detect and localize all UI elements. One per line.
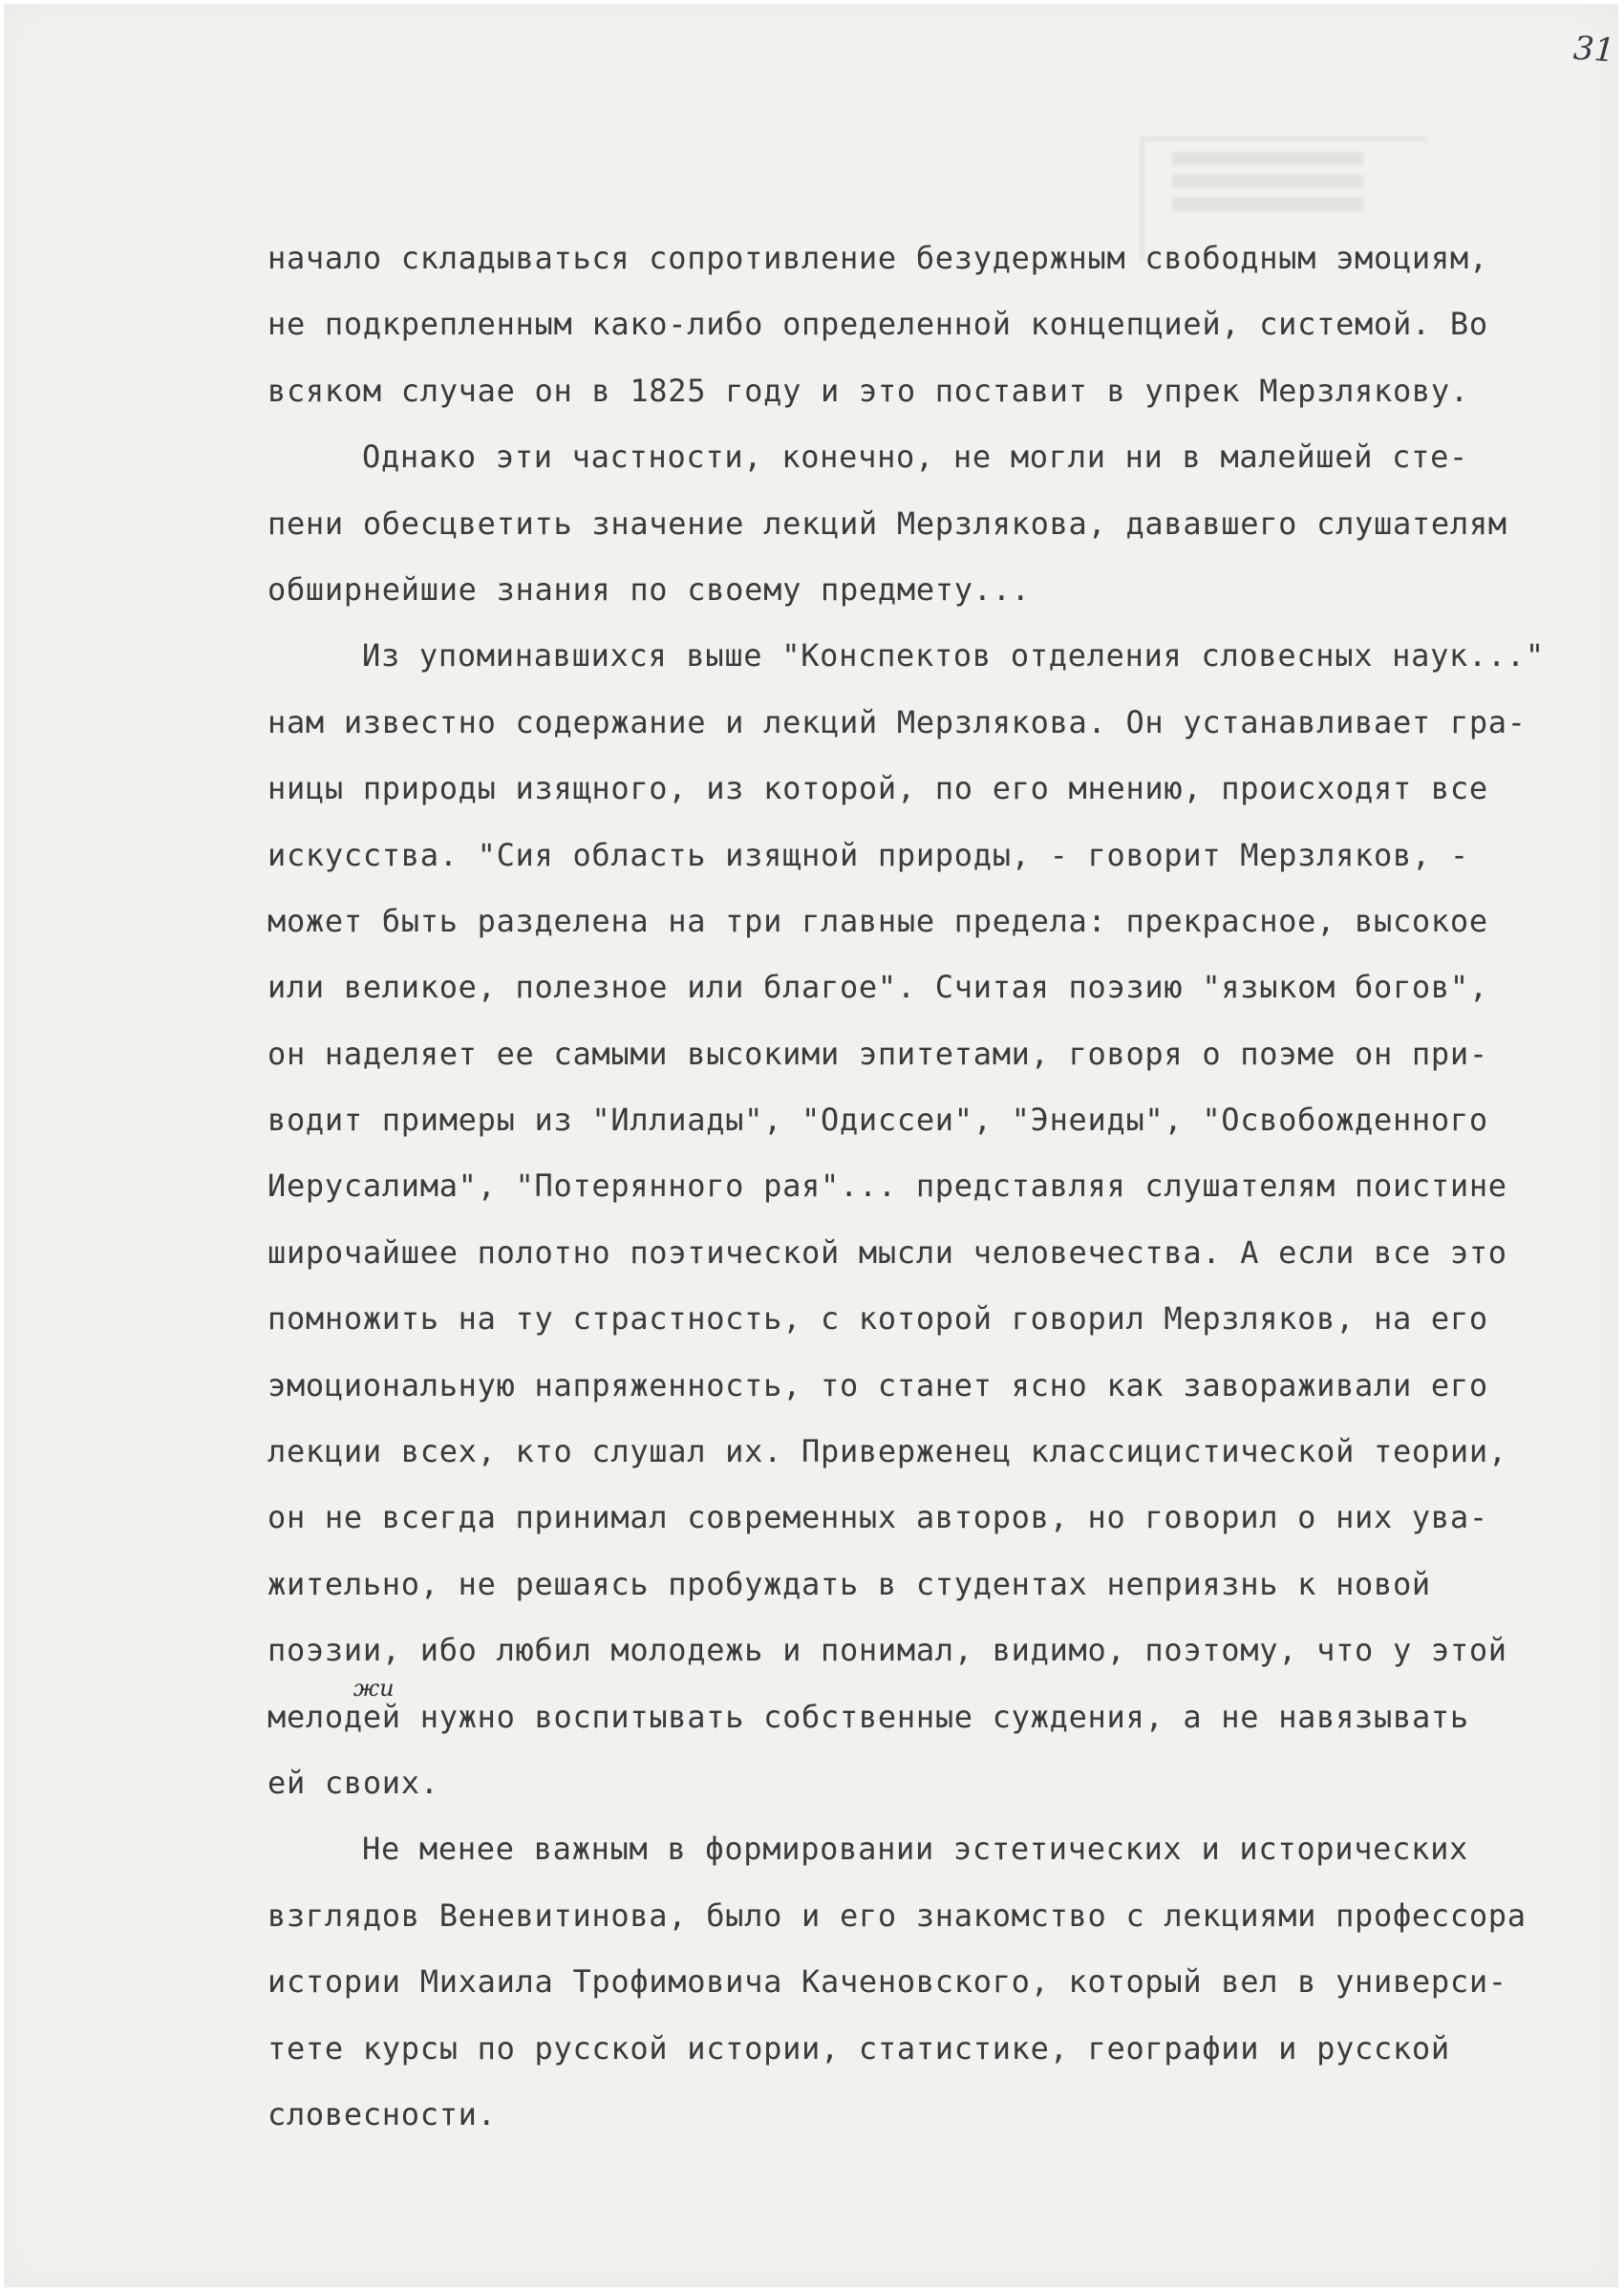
text-fragment: мело xyxy=(267,1698,344,1735)
text-line: эмоциональную напряженность, то станет ясно как завораживали его xyxy=(267,1366,1488,1403)
page-number: 31 xyxy=(1571,29,1616,71)
text-line: не подкрепленным како-либо определенной концепцией, системой. Во xyxy=(267,306,1488,343)
text-line: словесности. xyxy=(267,2095,497,2132)
text-line: Однако эти частности, конечно, не могли ни в малейшей сте- xyxy=(362,439,1469,476)
text-line: водит примеры из "Иллиады", "Одиссеи", "Энеиды", "Освобожденного xyxy=(267,1102,1488,1139)
stamp-line xyxy=(1172,198,1363,211)
text-line: тете курсы по русской истории, статистике, географии и русской xyxy=(267,2029,1450,2067)
text-line: искусства. "Сия область изящной природы, - говорит Мерзляков, - xyxy=(267,836,1469,873)
text-line: поэзии, ибо любил молодежь и понимал, видимо, поэтому, что у этой xyxy=(267,1632,1507,1669)
text-line: ей своих. xyxy=(267,1764,439,1801)
text-line: широчайшее полотно поэтической мысли человечества. А если все это xyxy=(267,1233,1507,1271)
document-page xyxy=(4,4,1618,2287)
paragraph-2 xyxy=(267,424,1586,623)
corrected-word-part: дей xyxy=(343,1698,401,1735)
stamp-line xyxy=(1172,152,1363,165)
document-body xyxy=(267,225,1586,2148)
text-line: может быть разделена на три главные предела: прекрасное, высокое xyxy=(267,902,1488,939)
text-line: или великое, полезное или благое". Считая поэзию "языком богов", xyxy=(267,969,1488,1006)
text-line: он наделяет ее самыми высокими эпитетами, говоря о поэме он при- xyxy=(267,1035,1488,1072)
text-line: нам известно содержание и лекций Мерзлякова. Он устанавливает гра- xyxy=(267,703,1527,740)
text-line: обширнейшие знания по своему предмету... xyxy=(267,570,1031,608)
text-line: пени обесцветить значение лекций Мерзлякова, дававшего слушателям xyxy=(267,504,1507,542)
text-line: Иерусалима", "Потерянного рая"... представляя слушателям поистине xyxy=(267,1167,1507,1205)
text-line: истории Михаила Трофимовича Каченовского, который вел в универси- xyxy=(267,1963,1507,2001)
text-line: взглядов Веневитинова, было и его знакомство с лекциями профессора xyxy=(267,1896,1527,1934)
text-line: он не всегда принимал современных авторов, но говорил о них ува- xyxy=(267,1499,1488,1536)
text-fragment: нужно воспитывать собственные суждения, а не навязывать xyxy=(400,1698,1469,1735)
text-line: Не менее важным в формировании эстетических и исторических xyxy=(362,1831,1469,1868)
text-line-with-correction xyxy=(267,1674,1586,1750)
stamp-line xyxy=(1172,175,1363,188)
text-line: жительно, не решаясь пробуждать в студентах неприязнь к новой xyxy=(267,1565,1431,1602)
correction-mark: жи xyxy=(353,1674,395,1702)
text-line: лекции всех, кто слушал их. Приверженец классицистической теории, xyxy=(267,1433,1507,1470)
paragraph-3 xyxy=(267,623,1586,1816)
text-line: всяком случае он в 1825 году и это поставит в упрек Мерзлякову. xyxy=(267,372,1469,409)
paragraph-4 xyxy=(267,1816,1586,2148)
text-line: помножить на ту страстность, с которой говорил Мерзляков, на его xyxy=(267,1300,1488,1338)
handwritten-correction xyxy=(343,1674,401,1750)
text-line: начало складываться сопротивление безудержным свободным эмоциям, xyxy=(267,240,1488,276)
text-line: ницы природы изящного, из которой, по его мнению, происходят все xyxy=(267,770,1488,807)
text-line: Из упоминавшихся выше "Конспектов отделения словесных наук..." xyxy=(362,637,1545,675)
paragraph-1 xyxy=(267,225,1586,424)
